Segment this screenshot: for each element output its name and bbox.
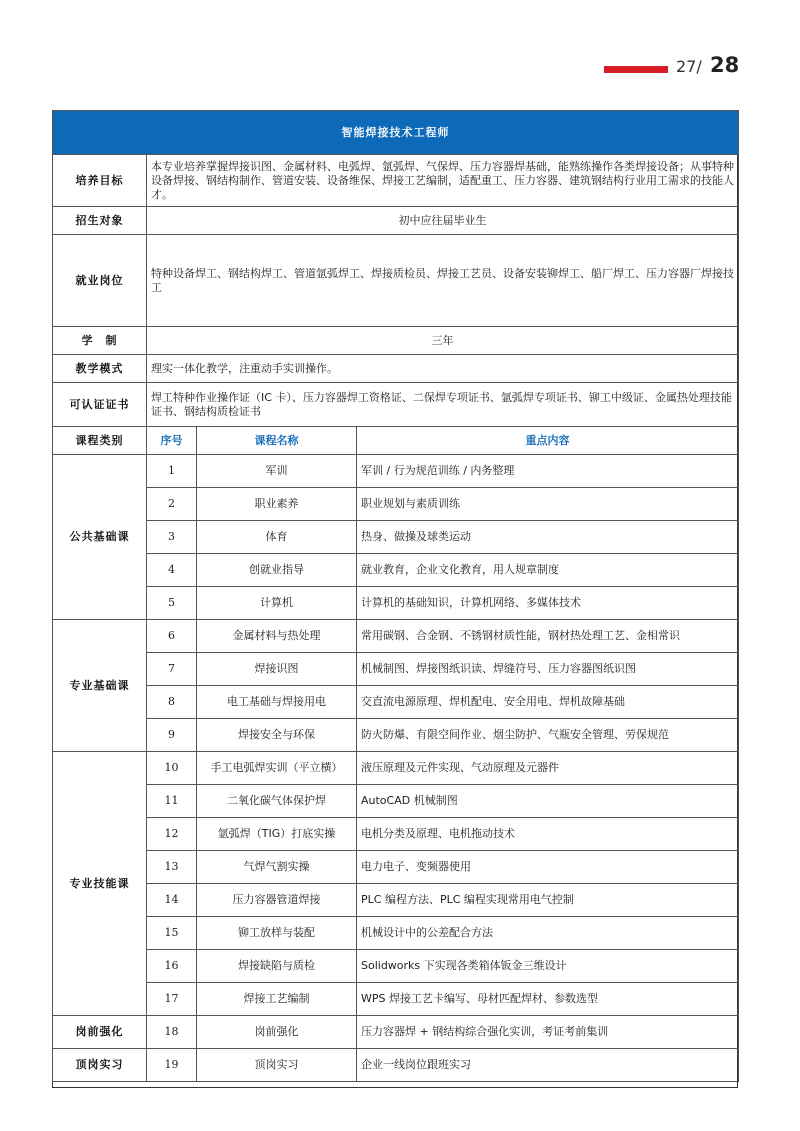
course-name: 焊接识图 xyxy=(197,653,357,686)
course-name: 二氧化碳气体保护焊 xyxy=(197,785,357,818)
course-content: AutoCAD 机械制图 xyxy=(357,785,739,818)
course-header-row xyxy=(53,427,739,455)
course-no: 3 xyxy=(147,521,197,554)
table-row xyxy=(53,554,739,587)
jobs-value: 特种设备焊工、钢结构焊工、管道氩弧焊工、焊接质检员、焊接工艺员、设备安装铆焊工、船厂焊工、压力容器厂焊接技工 xyxy=(147,235,739,327)
duration-label: 学 制 xyxy=(53,327,147,355)
page-title: 智能焊接技术工程师 xyxy=(53,111,739,155)
course-no: 18 xyxy=(147,1016,197,1049)
course-content: PLC 编程方法、PLC 编程实现常用电气控制 xyxy=(357,884,739,917)
target-row xyxy=(53,207,739,235)
course-category: 公共基础课 xyxy=(53,455,147,620)
course-name: 压力容器管道焊接 xyxy=(197,884,357,917)
course-name: 军训 xyxy=(197,455,357,488)
header-name: 课程名称 xyxy=(197,427,357,455)
course-name: 氩弧焊（TIG）打底实操 xyxy=(197,818,357,851)
course-name: 电工基础与焊接用电 xyxy=(197,686,357,719)
course-content: 常用碳钢、合金钢、不锈钢材质性能，钢材热处理工艺、金相常识 xyxy=(357,620,739,653)
table-row xyxy=(53,818,739,851)
curriculum-table xyxy=(52,110,739,1082)
course-category: 顶岗实习 xyxy=(53,1049,147,1082)
page-indicator xyxy=(604,52,744,82)
table-row xyxy=(53,653,739,686)
page-total: 28 xyxy=(710,53,740,77)
course-no: 4 xyxy=(147,554,197,587)
goal-value: 本专业培养掌握焊接识图、金属材料、电弧焊、氩弧焊、气保焊、压力容器焊基础，能熟练操作各类焊接设备；从事特种设备焊接、钢结构制作、管道安装、设备维保、焊接工艺编制，适配重工、压力容器、建筑钢结构行业用工需求的技能人才。 xyxy=(147,155,739,207)
course-category: 专业基础课 xyxy=(53,620,147,752)
course-name: 焊接安全与环保 xyxy=(197,719,357,752)
table-row xyxy=(53,1016,739,1049)
table-row xyxy=(53,719,739,752)
course-name: 创就业指导 xyxy=(197,554,357,587)
table-row xyxy=(53,752,739,785)
course-name: 手工电弧焊实训（平立横） xyxy=(197,752,357,785)
certs-label: 可认证证书 xyxy=(53,383,147,427)
course-no: 12 xyxy=(147,818,197,851)
target-value: 初中应往届毕业生 xyxy=(147,207,739,235)
table-row xyxy=(53,851,739,884)
course-name: 金属材料与热处理 xyxy=(197,620,357,653)
table-row xyxy=(53,686,739,719)
table-row xyxy=(53,785,739,818)
duration-value: 三年 xyxy=(147,327,739,355)
course-content: WPS 焊接工艺卡编写、母材匹配焊材、参数选型 xyxy=(357,983,739,1016)
course-content: 职业规划与素质训练 xyxy=(357,488,739,521)
course-no: 8 xyxy=(147,686,197,719)
course-name: 岗前强化 xyxy=(197,1016,357,1049)
header-no: 序号 xyxy=(147,427,197,455)
course-no: 14 xyxy=(147,884,197,917)
page-current: 27/ xyxy=(676,57,702,76)
page-accent-bar xyxy=(604,66,668,73)
table-row xyxy=(53,620,739,653)
course-name: 焊接缺陷与质检 xyxy=(197,950,357,983)
table-row xyxy=(53,1049,739,1082)
table-row xyxy=(53,587,739,620)
certs-value: 焊工特种作业操作证（IC 卡）、压力容器焊工资格证、二保焊专项证书、氩弧焊专项证书、铆工中级证、金属热处理技能证书、钢结构质检证书 xyxy=(147,383,739,427)
table-row xyxy=(53,455,739,488)
mode-label: 教学模式 xyxy=(53,355,147,383)
course-no: 19 xyxy=(147,1049,197,1082)
course-content: 机械制图、焊接图纸识读、焊缝符号、压力容器图纸识图 xyxy=(357,653,739,686)
course-content: 计算机的基础知识，计算机网络、多媒体技术 xyxy=(357,587,739,620)
course-content: 电机分类及原理、电机拖动技术 xyxy=(357,818,739,851)
course-no: 9 xyxy=(147,719,197,752)
course-content: 电力电子、变频器使用 xyxy=(357,851,739,884)
jobs-row xyxy=(53,235,739,327)
course-no: 6 xyxy=(147,620,197,653)
course-content: 热身、做操及球类运动 xyxy=(357,521,739,554)
course-name: 铆工放样与装配 xyxy=(197,917,357,950)
course-name: 职业素养 xyxy=(197,488,357,521)
course-no: 16 xyxy=(147,950,197,983)
table-row xyxy=(53,521,739,554)
course-category: 岗前强化 xyxy=(53,1016,147,1049)
goal-row xyxy=(53,155,739,207)
course-name: 顶岗实习 xyxy=(197,1049,357,1082)
header-category: 课程类别 xyxy=(53,427,147,455)
table-row xyxy=(53,983,739,1016)
course-no: 15 xyxy=(147,917,197,950)
course-content: 就业教育，企业文化教育，用人规章制度 xyxy=(357,554,739,587)
course-content: 军训 / 行为规范训练 / 内务整理 xyxy=(357,455,739,488)
course-no: 5 xyxy=(147,587,197,620)
course-content: 机械设计中的公差配合方法 xyxy=(357,917,739,950)
title-row xyxy=(53,111,739,155)
course-no: 2 xyxy=(147,488,197,521)
jobs-label: 就业岗位 xyxy=(53,235,147,327)
course-name: 计算机 xyxy=(197,587,357,620)
course-name: 气焊气割实操 xyxy=(197,851,357,884)
course-name: 焊接工艺编制 xyxy=(197,983,357,1016)
table-row xyxy=(53,950,739,983)
course-name: 体育 xyxy=(197,521,357,554)
mode-value: 理实一体化教学，注重动手实训操作。 xyxy=(147,355,739,383)
table-row xyxy=(53,917,739,950)
course-no: 1 xyxy=(147,455,197,488)
course-no: 10 xyxy=(147,752,197,785)
course-category: 专业技能课 xyxy=(53,752,147,1016)
target-label: 招生对象 xyxy=(53,207,147,235)
header-content: 重点内容 xyxy=(357,427,739,455)
goal-label: 培养目标 xyxy=(53,155,147,207)
course-content: Solidworks 下实现各类箱体钣金三维设计 xyxy=(357,950,739,983)
course-content: 企业一线岗位跟班实习 xyxy=(357,1049,739,1082)
course-content: 交直流电源原理、焊机配电、安全用电、焊机故障基础 xyxy=(357,686,739,719)
table-row xyxy=(53,884,739,917)
course-no: 17 xyxy=(147,983,197,1016)
duration-row xyxy=(53,327,739,355)
table-row xyxy=(53,488,739,521)
course-content: 液压原理及元件实现、气动原理及元器件 xyxy=(357,752,739,785)
course-content: 防火防爆、有限空间作业、烟尘防护、气瓶安全管理、劳保规范 xyxy=(357,719,739,752)
course-content: 压力容器焊 + 钢结构综合强化实训，考证考前集训 xyxy=(357,1016,739,1049)
course-no: 11 xyxy=(147,785,197,818)
course-no: 13 xyxy=(147,851,197,884)
course-no: 7 xyxy=(147,653,197,686)
certs-row xyxy=(53,383,739,427)
mode-row xyxy=(53,355,739,383)
